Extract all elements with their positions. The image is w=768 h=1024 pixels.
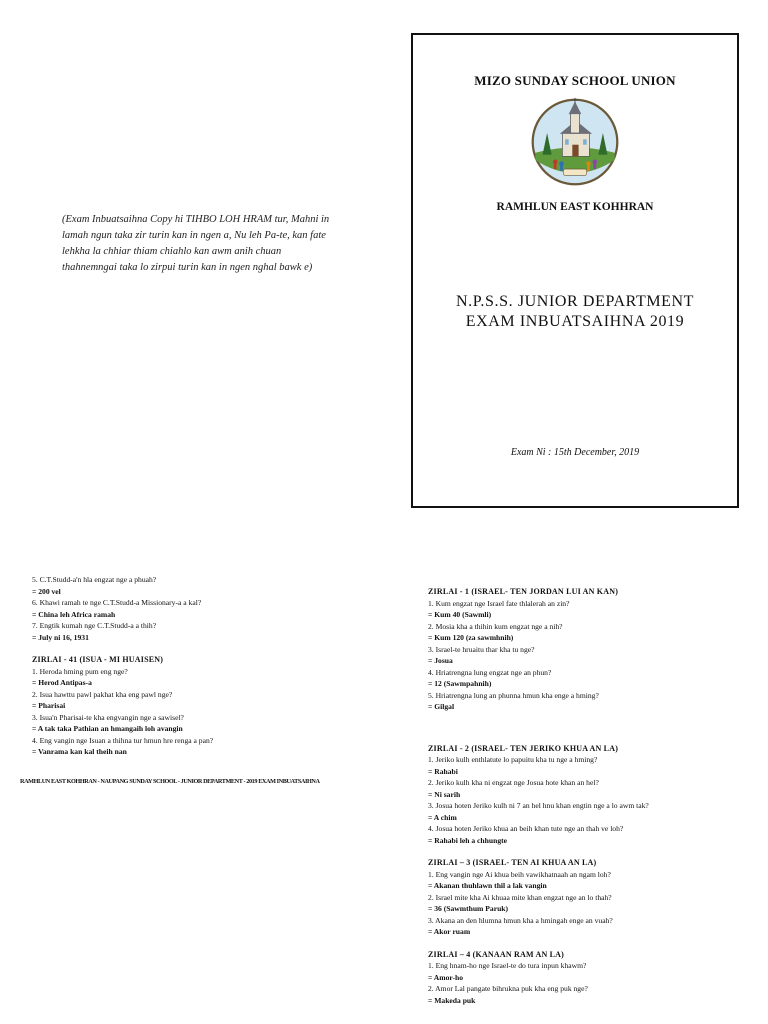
answer-text: = Kum 120 (za sawmhnih) — [428, 633, 514, 642]
question-text: 3. Josua hoten Jeriko kulh ni 7 an hel hnu khan engtin nge a lo awm tak? — [428, 801, 649, 810]
lesson-heading: ZIRLAI - 41 (ISUA - MI HUAISEN) — [32, 655, 164, 664]
answer-text: = A tak taka Pathian an hmangaih loh avangin — [32, 724, 183, 733]
answer-text: = Gilgal — [428, 702, 455, 711]
question-text: 1. Eng vangin nge Ai khua beih vawikhatnaah an ngam loh? — [428, 869, 611, 879]
answer-text: = Josua — [428, 656, 453, 665]
answer-text: = Makeda puk — [428, 995, 476, 1005]
left-question-column — [32, 574, 372, 758]
answer-text: = Amor-ho — [428, 972, 464, 982]
question-text: 3. Isua'n Pharisai-te kha engvangin nge a sawisel? — [32, 712, 184, 722]
question-text: 2. Mosia kha a thihin kum engzat nge a nih? — [428, 621, 563, 631]
answer-text: = A chim — [428, 812, 457, 822]
exam-instruction-note: (Exam Inbuatsaihna Copy hi TIHBO LOH HRAM tur, Mahni in lamah ngun taka zir turin kan in ngen a, Nu leh Pa-te, kan fate lehkha la chhiar thiam chiahlo kan awm anih chuan thahnemngai taka lo zirpui turin kan in ngen nghal bawk e) — [62, 214, 330, 273]
question-text: 3. Akana an den hlumna hmun kha a hmingah enge an vuah? — [428, 915, 613, 925]
question-text: 4. Hriatrengna lung engzat nge an phun? — [428, 667, 552, 677]
question-text: 5. Hriatrengna lung an phunna hmun kha enge a hming? — [428, 690, 599, 700]
cover-title-line-1: N.P.S.S. JUNIOR DEPARTMENT — [455, 293, 695, 310]
lesson-heading: ZIRLAI – 3 (ISRAEL- TEN AI KHUA AN LA) — [428, 858, 597, 867]
answer-text: = China leh Africa ramah — [32, 609, 116, 619]
lesson-heading: ZIRLAI - 2 (ISRAEL- TEN JERIKO KHUA AN LA) — [428, 743, 619, 753]
question-text: 2. Jeriko kulh kha ni engzat nge Josua hote khan an hel? — [428, 778, 599, 787]
question-text: 7. Engtik kumah nge C.T.Studd-a a thih? — [32, 621, 157, 630]
church-name: RAMHLUN EAST KOHHRAN — [496, 201, 654, 213]
organization-title: MIZO SUNDAY SCHOOL UNION — [474, 73, 676, 88]
page-footer: RAMHLUN EAST KOHHRAN - NAUPANG SUNDAY SCHOOL - JUNIOR DEPARTMENT - 2019 EXAM INBUATSAIHNA — [20, 778, 320, 785]
question-text: 2. Israel mite kha Ai khuaa mite khan engzat nge an lo thah? — [428, 892, 612, 902]
answer-text: = 36 (Sawmthum Paruk) — [428, 904, 509, 913]
right-question-column — [428, 586, 758, 1006]
answer-text: = Ni sarih — [428, 789, 461, 799]
answer-text: = Pharisai — [32, 701, 66, 710]
question-text: 5. C.T.Studd-a'n hla engzat nge a phuah? — [32, 575, 157, 584]
answer-text: = July ni 16, 1931 — [32, 632, 89, 642]
question-text: 1. Kum engzat nge Israel fate thlalerah an zin? — [428, 598, 570, 608]
answer-text: = Akanan thuhlawn thil a lak vangin — [428, 881, 547, 890]
answer-text: = Kum 40 (Sawmli) — [428, 610, 492, 619]
answer-text: = 200 vel — [32, 586, 61, 596]
answer-text: = Herod Antipas-a — [32, 678, 92, 687]
question-text: 6. Khawi ramah te nge C.T.Studd-a Missionary-a a kal? — [32, 598, 202, 607]
exam-date: Exam Ni : 15th December, 2019 — [510, 447, 640, 458]
question-text: 2. Isua hawttu pawl pakhat kha eng pawl nge? — [32, 689, 173, 699]
question-text: 2. Amor Lal pangate bihrukna puk kha eng puk nge? — [428, 984, 588, 993]
question-text: 1. Jeriko kulh enthlatute lo papuitu kha tu nge a hming? — [428, 755, 598, 764]
answer-text: = Vanrama kan kal theih nan — [32, 747, 127, 756]
answer-text: = Akor ruam — [428, 927, 471, 936]
cover-title-line-2: EXAM INBUATSAIHNA 2019 — [465, 313, 685, 330]
question-text: 4. Eng vangin nge Isuan a thihna tur hmun hre renga a pan? — [32, 735, 214, 745]
answer-text: = Rahabi leh a chhungte — [428, 835, 508, 845]
question-text: 1. Heroda hming pum eng nge? — [32, 666, 128, 676]
lesson-heading: ZIRLAI - 1 (ISRAEL- TEN JORDAN LUI AN KAN) — [428, 587, 619, 596]
lesson-heading: ZIRLAI – 4 (KANAAN RAM AN LA) — [428, 949, 565, 959]
cover-page — [411, 33, 739, 508]
question-text: 4. Josua hoten Jeriko khua an beih khan tute nge an thah ve loh? — [428, 824, 624, 833]
answer-text: = 12 (Sawmpahnih) — [428, 679, 492, 688]
answer-text: = Rahabi — [428, 766, 458, 776]
church-logo-icon — [530, 97, 620, 187]
question-text: 1. Eng hnam-ho nge Israel-te do tura inpun khawm? — [428, 961, 587, 970]
question-text: 3. Israel-te hruaitu thar kha tu nge? — [428, 644, 535, 654]
